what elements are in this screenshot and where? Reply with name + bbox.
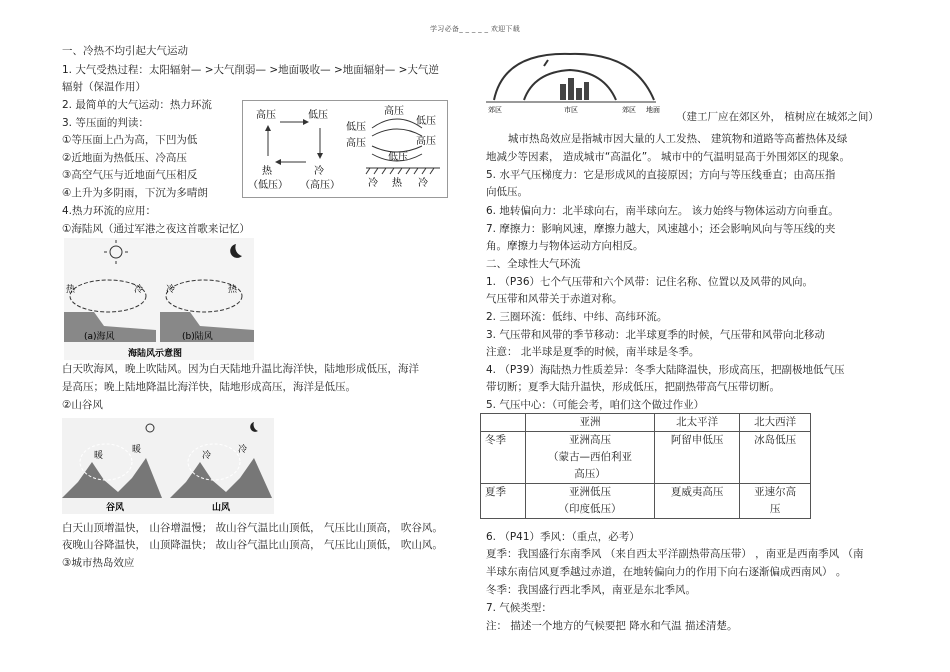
text-g6: 6. （P41）季风：（重点，必考） (486, 531, 640, 543)
text-p3-3: ③高空气压与近地面气压相反 (62, 169, 198, 181)
table-cell: 阿留申低压 (654, 432, 739, 484)
sea-hot-label: 热 (66, 285, 76, 295)
table-cell (740, 484, 811, 519)
text-g1a: 1. （P36）七个气压带和六个风带：记住名称、位置以及风带的风向。 (486, 276, 814, 288)
table-row (481, 484, 811, 519)
text-g7-note: 注： 描述一个地方的气候要把 降水和气温 描述清楚。 (486, 620, 738, 632)
valley-wind-label: 谷风 (106, 503, 125, 513)
table-row-label: 夏季 (481, 484, 526, 519)
city-note: （建工厂应在郊区外， 植树应在城郊之间） (676, 111, 879, 123)
cell-line: 高压） (574, 468, 606, 480)
cell-line: （印度低压） (558, 503, 622, 515)
isobar-cold-right: 冷 (418, 178, 428, 189)
table-cell: 冰岛低压 (740, 432, 811, 484)
text-g3a: 3. 气压带和风带的季节移动：北半球夏季的时候，气压带和风带向北移动 (486, 329, 825, 341)
text-p4-2: ②山谷风 (62, 399, 103, 411)
text-p7a: 7. 摩擦力：影响风速，摩擦力越大，风速越小；还会影响风向与等压线的夹 (486, 223, 836, 235)
mountain-wind-label: 山风 (212, 503, 231, 513)
sea-cold-label: 冷 (134, 285, 144, 295)
low-paren-label: （低压） (248, 180, 288, 191)
cell-line: 亚洲低压 (568, 486, 611, 498)
sea-breeze-label: (a)海风 (84, 332, 115, 342)
text-p4: 4.热力环流的应用： (62, 205, 157, 217)
text-p3-1: ①等压面上凸为高，下凹为低 (62, 134, 198, 146)
valley-warm-label-1: 暖 (94, 451, 104, 461)
city-desc-2: 地减少等因素， 造成城市“高温化”。 城市中的气温明显高于外围郊区的现象。 (486, 151, 851, 163)
ground-label: 地面 (646, 106, 660, 114)
text-p3-4: ④上升为多阴雨，下沉为多晴朗 (62, 187, 208, 199)
sea-land-caption: 海陆风示意图 (128, 349, 183, 359)
land-hot-label: 热 (228, 285, 238, 295)
text-g7: 7. 气候类型： (486, 602, 552, 614)
text-p4-1: ①海陆风（通过军港之夜这首歌来记忆） (62, 223, 250, 235)
valley-warm-label-2: 暖 (132, 445, 142, 455)
mountain-cold-label-1: 冷 (202, 451, 212, 461)
text-p4-3: ③城市热岛效应 (62, 557, 135, 569)
suburb-label-left: 郊区 (488, 106, 502, 114)
pressure-center-table (480, 413, 811, 519)
table-row (481, 432, 811, 484)
text-g6-summer-b: 半球东南信风夏季越过赤道，在地转偏向力的作用下向右逐渐偏成西南风） 。 (486, 566, 847, 578)
suburb-label-right: 郊区 (622, 106, 636, 114)
table-cell (526, 432, 655, 484)
text-g5: 5. 气压中心：（可能会考，咱们这个做过作业） (486, 399, 705, 411)
thermal-circulation-figure (242, 100, 448, 198)
cell-line: 亚速尔高 (754, 486, 797, 498)
valley-desc-1: 白天山顶增温快， 山谷增温慢； 故山谷气温比山顶低， 气压比山顶高， 吹谷风。 (62, 522, 443, 534)
text-p5b: 向低压。 (486, 186, 528, 198)
isobar-high-left: 高压 (346, 138, 366, 149)
text-p6: 6. 地转偏向力：北半球向右，南半球向左。 该力始终与物体运动方向垂直。 (486, 205, 839, 217)
table-header-row (481, 414, 811, 432)
section-2-title: 二、全球性大气环流 (486, 258, 581, 270)
text-g1b: 气压带和风带关于赤道对称。 (486, 293, 623, 305)
land-cold-label: 冷 (166, 285, 176, 295)
hot-label: 热 (262, 166, 272, 177)
text-p2: 2. 最简单的大气运动：热力环流 (62, 99, 212, 111)
table-header-cell (481, 414, 526, 432)
text-p7b: 角。摩擦力与物体运动方向相反。 (486, 240, 644, 252)
sea-desc-1: 白天吹海风，晚上吹陆风。因为白天陆地升温比海洋快，陆地形成低压，海洋 (62, 363, 419, 375)
text-g6-summer-a: 夏季：我国盛行东南季风 （来自西太平洋副热带高压带） ，南亚是西南季风 （南 (486, 548, 864, 560)
low-label-top: 低压 (308, 110, 328, 121)
text-p3-2: ②近地面为热低压、冷高压 (62, 152, 187, 164)
table-header-cell: 北大西洋 (740, 414, 811, 432)
valley-wind-figure (62, 418, 274, 514)
table-cell: 夏威夷高压 (654, 484, 739, 519)
high-paren-label: （高压） (300, 180, 340, 191)
table-header-cell: 亚洲 (526, 414, 655, 432)
high-label-top: 高压 (256, 110, 276, 121)
cell-line: 亚洲高压 (568, 434, 611, 446)
section-1-title: 一、冷热不均引起大气运动 (62, 45, 188, 57)
text-g4a: 4. （P39）海陆热力性质差异：冬季大陆降温快，形成高压，把副极地低气压 (486, 364, 845, 376)
isobar-low-bottom: 低压 (388, 152, 408, 163)
city-desc-1: 城市热岛效应是指城市因大量的人工发热、 建筑物和道路等高蓄热体及绿 (508, 133, 848, 145)
text-p1a: 1. 大气受热过程：太阳辐射— >大气削弱— >地面吸收— >地面辐射— >大气逆 (62, 64, 439, 76)
cell-line: 压 (769, 503, 781, 515)
sea-desc-2: 是高压；晚上陆地降温比海洋快，陆地形成高压，海洋是低压。 (62, 381, 356, 393)
valley-desc-2: 夜晚山谷降温快， 山顶降温快； 故山谷气温比山顶高， 气压比山顶低， 吹山风。 (62, 539, 443, 551)
land-breeze-label: (b)陆风 (182, 332, 213, 342)
city-label: 市区 (564, 106, 578, 114)
text-p1b: 辐射（保温作用） (62, 81, 146, 93)
text-p3: 3. 等压面的判读： (62, 117, 149, 129)
text-g2: 2. 三圈环流：低纬、中纬、高纬环流。 (486, 311, 668, 323)
isobar-high-right: 高压 (416, 136, 436, 147)
text-p5a: 5. 水平气压梯度力：它是形成风的直接原因；方向与等压线垂直；由高压指 (486, 169, 836, 181)
cell-line: （蒙古—西伯利亚 (547, 451, 632, 463)
text-g3b: 注意： 北半球是夏季的时候，南半球是冬季。 (486, 346, 700, 358)
text-g4b: 带切断；夏季大陆升温快，形成低压，把副热带高气压带切断。 (486, 381, 780, 393)
isobar-cold-left: 冷 (368, 178, 378, 189)
isobar-hot: 热 (392, 178, 402, 189)
page-header: 学习必备_ _ _ _ _ 欢迎下载 (430, 25, 521, 33)
mountain-cold-label-2: 冷 (238, 445, 248, 455)
urban-heat-island-figure (484, 44, 668, 114)
table-cell (526, 484, 655, 519)
table-row-label: 冬季 (481, 432, 526, 484)
table-header-cell: 北太平洋 (654, 414, 739, 432)
isobar-high-top: 高压 (384, 106, 404, 117)
cold-label: 冷 (314, 166, 324, 177)
sea-land-breeze-figure (64, 238, 254, 360)
text-g6-winter: 冬季：我国盛行西北季风，南亚是东北季风。 (486, 584, 696, 596)
isobar-low-left: 低压 (346, 122, 366, 133)
isobar-low-right: 低压 (416, 116, 436, 127)
